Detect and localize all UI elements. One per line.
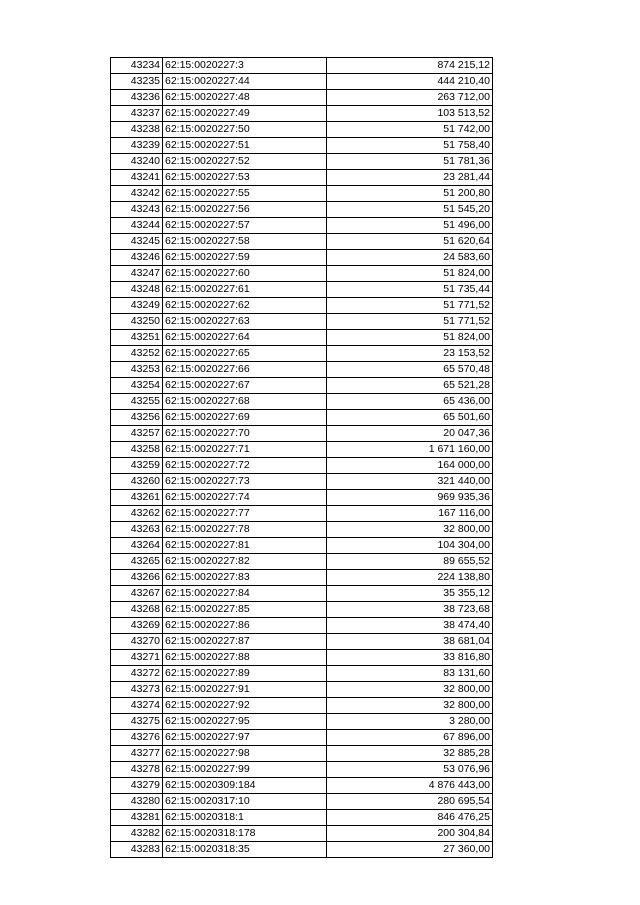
table-row [111, 698, 493, 714]
table-body [111, 58, 493, 858]
table-row [111, 58, 493, 74]
table-row [111, 410, 493, 426]
value-cell: 32 800,00 [327, 682, 493, 698]
cadastral-number-cell: 62:15:0020227:48 [163, 90, 327, 106]
table-row [111, 282, 493, 298]
table-row [111, 554, 493, 570]
value-cell: 444 210,40 [327, 74, 493, 90]
row-number-cell: 43282 [111, 826, 163, 842]
row-number-cell: 43269 [111, 618, 163, 634]
row-number-cell: 43237 [111, 106, 163, 122]
row-number-cell: 43267 [111, 586, 163, 602]
row-number-cell: 43252 [111, 346, 163, 362]
table-row [111, 106, 493, 122]
value-cell: 1 671 160,00 [327, 442, 493, 458]
value-cell: 65 570,48 [327, 362, 493, 378]
row-number-cell: 43236 [111, 90, 163, 106]
row-number-cell: 43253 [111, 362, 163, 378]
table-row [111, 74, 493, 90]
value-cell: 53 076,96 [327, 762, 493, 778]
cadastral-number-cell: 62:15:0020227:81 [163, 538, 327, 554]
cadastral-number-cell: 62:15:0020227:73 [163, 474, 327, 490]
row-number-cell: 43251 [111, 330, 163, 346]
value-cell: 35 355,12 [327, 586, 493, 602]
row-number-cell: 43275 [111, 714, 163, 730]
value-cell: 65 436,00 [327, 394, 493, 410]
row-number-cell: 43276 [111, 730, 163, 746]
cadastral-number-cell: 62:15:0020227:84 [163, 586, 327, 602]
row-number-cell: 43242 [111, 186, 163, 202]
value-cell: 51 758,40 [327, 138, 493, 154]
value-cell: 51 771,52 [327, 298, 493, 314]
value-cell: 263 712,00 [327, 90, 493, 106]
table-row [111, 522, 493, 538]
value-cell: 969 935,36 [327, 490, 493, 506]
row-number-cell: 43281 [111, 810, 163, 826]
cadastral-number-cell: 62:15:0020227:67 [163, 378, 327, 394]
row-number-cell: 43250 [111, 314, 163, 330]
value-cell: 32 800,00 [327, 698, 493, 714]
table-row [111, 362, 493, 378]
value-cell: 23 153,52 [327, 346, 493, 362]
value-cell: 24 583,60 [327, 250, 493, 266]
cadastral-number-cell: 62:15:0020318:1 [163, 810, 327, 826]
cadastral-number-cell: 62:15:0020227:58 [163, 234, 327, 250]
row-number-cell: 43247 [111, 266, 163, 282]
value-cell: 104 304,00 [327, 538, 493, 554]
row-number-cell: 43274 [111, 698, 163, 714]
value-cell: 67 896,00 [327, 730, 493, 746]
cadastral-number-cell: 62:15:0020227:98 [163, 746, 327, 762]
cadastral-number-cell: 62:15:0020227:62 [163, 298, 327, 314]
value-cell: 846 476,25 [327, 810, 493, 826]
table-row [111, 378, 493, 394]
row-number-cell: 43245 [111, 234, 163, 250]
cadastral-number-cell: 62:15:0020227:59 [163, 250, 327, 266]
row-number-cell: 43272 [111, 666, 163, 682]
value-cell: 51 824,00 [327, 266, 493, 282]
value-cell: 164 000,00 [327, 458, 493, 474]
cadastral-number-cell: 62:15:0020227:85 [163, 602, 327, 618]
row-number-cell: 43265 [111, 554, 163, 570]
table-row [111, 618, 493, 634]
row-number-cell: 43280 [111, 794, 163, 810]
cadastral-number-cell: 62:15:0020227:51 [163, 138, 327, 154]
row-number-cell: 43279 [111, 778, 163, 794]
table-row [111, 810, 493, 826]
cadastral-number-cell: 62:15:0020317:10 [163, 794, 327, 810]
cadastral-number-cell: 62:15:0020227:91 [163, 682, 327, 698]
table-row [111, 650, 493, 666]
cadastral-number-cell: 62:15:0020227:70 [163, 426, 327, 442]
cadastral-number-cell: 62:15:0020227:68 [163, 394, 327, 410]
cadastral-number-cell: 62:15:0020227:60 [163, 266, 327, 282]
value-cell: 4 876 443,00 [327, 778, 493, 794]
value-cell: 51 545,20 [327, 202, 493, 218]
value-cell: 51 824,00 [327, 330, 493, 346]
cadastral-number-cell: 62:15:0020227:95 [163, 714, 327, 730]
data-table [110, 57, 493, 858]
cadastral-number-cell: 62:15:0020227:89 [163, 666, 327, 682]
table-row [111, 426, 493, 442]
table-row [111, 570, 493, 586]
cadastral-number-cell: 62:15:0020227:74 [163, 490, 327, 506]
table-row [111, 762, 493, 778]
table-row [111, 506, 493, 522]
cadastral-number-cell: 62:15:0020227:66 [163, 362, 327, 378]
value-cell: 51 620,64 [327, 234, 493, 250]
cadastral-number-cell: 62:15:0020227:50 [163, 122, 327, 138]
table-row [111, 266, 493, 282]
cadastral-number-cell: 62:15:0020227:56 [163, 202, 327, 218]
value-cell: 51 781,36 [327, 154, 493, 170]
table-row [111, 586, 493, 602]
table-row [111, 746, 493, 762]
value-cell: 32 885,28 [327, 746, 493, 762]
cadastral-number-cell: 62:15:0020227:87 [163, 634, 327, 650]
cadastral-number-cell: 62:15:0020227:57 [163, 218, 327, 234]
row-number-cell: 43240 [111, 154, 163, 170]
table-row [111, 218, 493, 234]
row-number-cell: 43255 [111, 394, 163, 410]
table-row [111, 314, 493, 330]
row-number-cell: 43249 [111, 298, 163, 314]
value-cell: 51 771,52 [327, 314, 493, 330]
cadastral-number-cell: 62:15:0020227:82 [163, 554, 327, 570]
table-row [111, 634, 493, 650]
value-cell: 23 281,44 [327, 170, 493, 186]
value-cell: 27 360,00 [327, 842, 493, 858]
table-row [111, 666, 493, 682]
row-number-cell: 43254 [111, 378, 163, 394]
value-cell: 89 655,52 [327, 554, 493, 570]
row-number-cell: 43248 [111, 282, 163, 298]
cadastral-number-cell: 62:15:0020227:86 [163, 618, 327, 634]
cadastral-number-cell: 62:15:0020227:71 [163, 442, 327, 458]
cadastral-number-cell: 62:15:0020227:77 [163, 506, 327, 522]
row-number-cell: 43257 [111, 426, 163, 442]
row-number-cell: 43244 [111, 218, 163, 234]
row-number-cell: 43262 [111, 506, 163, 522]
value-cell: 51 496,00 [327, 218, 493, 234]
table-row [111, 682, 493, 698]
cadastral-number-cell: 62:15:0020227:69 [163, 410, 327, 426]
row-number-cell: 43238 [111, 122, 163, 138]
row-number-cell: 43263 [111, 522, 163, 538]
table-row [111, 730, 493, 746]
row-number-cell: 43234 [111, 58, 163, 74]
row-number-cell: 43259 [111, 458, 163, 474]
value-cell: 65 521,28 [327, 378, 493, 394]
value-cell: 51 735,44 [327, 282, 493, 298]
row-number-cell: 43277 [111, 746, 163, 762]
row-number-cell: 43246 [111, 250, 163, 266]
row-number-cell: 43239 [111, 138, 163, 154]
row-number-cell: 43268 [111, 602, 163, 618]
value-cell: 38 474,40 [327, 618, 493, 634]
table-row [111, 202, 493, 218]
cadastral-number-cell: 62:15:0020227:72 [163, 458, 327, 474]
row-number-cell: 43278 [111, 762, 163, 778]
value-cell: 103 513,52 [327, 106, 493, 122]
value-cell: 280 695,54 [327, 794, 493, 810]
row-number-cell: 43264 [111, 538, 163, 554]
cadastral-number-cell: 62:15:0020227:64 [163, 330, 327, 346]
row-number-cell: 43260 [111, 474, 163, 490]
row-number-cell: 43258 [111, 442, 163, 458]
value-cell: 83 131,60 [327, 666, 493, 682]
table-row [111, 90, 493, 106]
row-number-cell: 43235 [111, 74, 163, 90]
value-cell: 32 800,00 [327, 522, 493, 538]
row-number-cell: 43261 [111, 490, 163, 506]
cadastral-number-cell: 62:15:0020318:35 [163, 842, 327, 858]
cadastral-number-cell: 62:15:0020227:65 [163, 346, 327, 362]
value-cell: 224 138,80 [327, 570, 493, 586]
cadastral-number-cell: 62:15:0020227:88 [163, 650, 327, 666]
row-number-cell: 43256 [111, 410, 163, 426]
row-number-cell: 43243 [111, 202, 163, 218]
value-cell: 38 723,68 [327, 602, 493, 618]
table-row [111, 394, 493, 410]
cadastral-number-cell: 62:15:0020227:83 [163, 570, 327, 586]
cadastral-number-cell: 62:15:0020227:78 [163, 522, 327, 538]
row-number-cell: 43266 [111, 570, 163, 586]
value-cell: 51 200,80 [327, 186, 493, 202]
value-cell: 38 681,04 [327, 634, 493, 650]
row-number-cell: 43241 [111, 170, 163, 186]
table-row [111, 714, 493, 730]
table-row [111, 250, 493, 266]
cadastral-number-cell: 62:15:0020227:61 [163, 282, 327, 298]
table-row [111, 170, 493, 186]
table-row [111, 234, 493, 250]
value-cell: 51 742,00 [327, 122, 493, 138]
cadastral-number-cell: 62:15:0020227:44 [163, 74, 327, 90]
value-cell: 3 280,00 [327, 714, 493, 730]
value-cell: 321 440,00 [327, 474, 493, 490]
row-number-cell: 43273 [111, 682, 163, 698]
table-row [111, 458, 493, 474]
table-row [111, 298, 493, 314]
value-cell: 20 047,36 [327, 426, 493, 442]
table-row [111, 474, 493, 490]
table-row [111, 122, 493, 138]
table-row [111, 778, 493, 794]
cadastral-number-cell: 62:15:0020227:63 [163, 314, 327, 330]
cadastral-number-cell: 62:15:0020227:52 [163, 154, 327, 170]
table-row [111, 154, 493, 170]
table-row [111, 842, 493, 858]
cadastral-number-cell: 62:15:0020227:97 [163, 730, 327, 746]
table-row [111, 186, 493, 202]
table-row [111, 138, 493, 154]
cadastral-number-cell: 62:15:0020227:99 [163, 762, 327, 778]
cadastral-number-cell: 62:15:0020227:53 [163, 170, 327, 186]
table-row [111, 538, 493, 554]
row-number-cell: 43271 [111, 650, 163, 666]
cadastral-number-cell: 62:15:0020309:184 [163, 778, 327, 794]
table-row [111, 602, 493, 618]
value-cell: 200 304,84 [327, 826, 493, 842]
table-row [111, 826, 493, 842]
cadastral-number-cell: 62:15:0020227:3 [163, 58, 327, 74]
value-cell: 874 215,12 [327, 58, 493, 74]
value-cell: 65 501,60 [327, 410, 493, 426]
row-number-cell: 43283 [111, 842, 163, 858]
table-row [111, 330, 493, 346]
cadastral-number-cell: 62:15:0020227:49 [163, 106, 327, 122]
value-cell: 167 116,00 [327, 506, 493, 522]
table-row [111, 490, 493, 506]
cadastral-number-cell: 62:15:0020227:92 [163, 698, 327, 714]
table-row [111, 346, 493, 362]
cadastral-number-cell: 62:15:0020227:55 [163, 186, 327, 202]
row-number-cell: 43270 [111, 634, 163, 650]
table-row [111, 794, 493, 810]
table-row [111, 442, 493, 458]
cadastral-number-cell: 62:15:0020318:178 [163, 826, 327, 842]
value-cell: 33 816,80 [327, 650, 493, 666]
